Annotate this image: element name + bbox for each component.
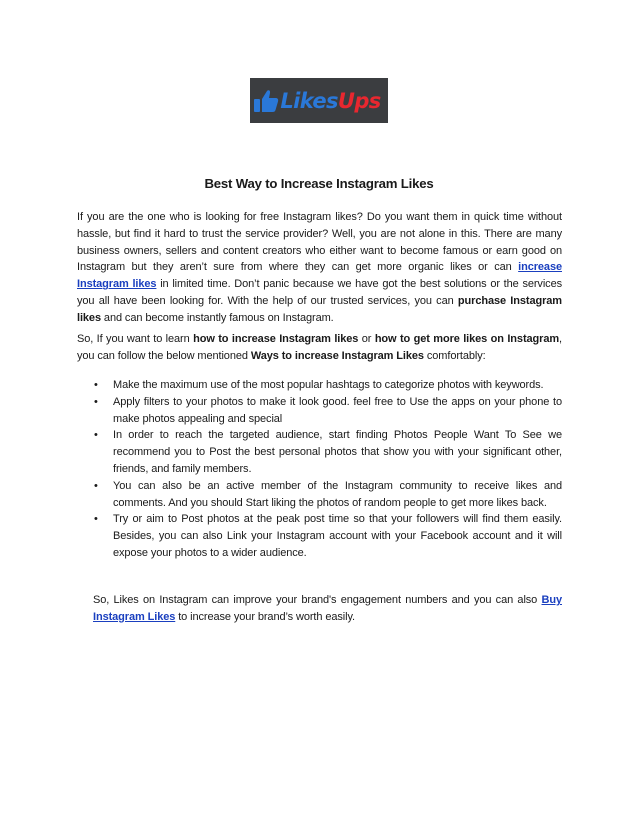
list-item-text: You can also be an active member of the Instagram community to receive likes and comments. And you should Start liking the photos of random people to get more likes back. [113,479,562,509]
thumbs-up-icon [253,88,279,114]
list-item-text: Apply filters to your photos to make it look good. feel free to Use the apps on your phone to make photos appealing and special [113,395,562,425]
second-bold-2: how to get more likes on Instagram [374,333,560,345]
tips-bullet-list [93,377,562,562]
list-item-text: Make the maximum use of the most popular hashtags to categorize photos with keywords. [113,379,544,391]
buy-instagram-likes-link[interactable]: Buy Instagram Likes [93,594,562,623]
second-text-2: or [358,333,375,345]
list-item [93,511,562,561]
closing-text-1: So, Likes on Instagram can improve your brand's engagement numbers and you can also [93,594,542,606]
bullet-icon: • [94,513,98,526]
second-bold-1: how to increase Instagram likes [193,333,359,345]
logo-wordmark [280,89,380,113]
intro-paragraph-block [77,209,562,327]
list-item [93,427,562,477]
list-item-text: Try or aim to Post photos at the peak post time so that your followers will find them easily. Besides, you can also Link your Instagram account with your Facebook account and it will expose your photos to a wider audience. [113,513,562,559]
increase-instagram-likes-link[interactable]: increase Instagram likes [77,261,562,291]
intro-text-3: and can become instantly famous on Instagram. [100,311,334,324]
second-paragraph [77,331,562,365]
logo-word-likes: Likes [280,88,338,113]
bullet-icon: • [94,379,98,391]
intro-text-1: If you are the one who is looking for free Instagram likes? Do you want them in quick time without hassle, but find it hard to trust the service provider? Well, you are not alone in this. There are many business owners, sellers and content creators who either want to become famous or earn good on Instagram but they aren’t sure from where they can get more organic likes or can [77,211,562,274]
bullet-icon: • [94,395,98,408]
bullet-icon: • [94,429,98,442]
closing-paragraph [93,592,562,626]
closing-text-2: to increase your brand’s worth easily. [175,610,355,623]
bullet-icon: • [94,479,98,492]
second-text-3: , you can follow the below mentioned [77,333,562,362]
logo-word-ups: Ups [337,88,381,113]
document-title: Best Way to Increase Instagram Likes [204,176,434,191]
list-item [93,394,562,428]
intro-paragraph [77,209,562,327]
second-paragraph-block [77,331,562,365]
second-text-4: comfortably: [423,349,486,362]
list-item [93,377,562,394]
second-text-1: So, If you want to learn [77,333,194,345]
list-item [93,478,562,512]
second-bold-3: Ways to increase Instagram Likes [250,349,424,362]
likesups-logo [250,78,388,123]
closing-paragraph-block [93,592,562,626]
purchase-instagram-likes-bold: purchase Instagram likes [77,294,562,324]
list-item-text: In order to reach the targeted audience, start finding Photos People Want To See we recommend you to Post the best personal photos that show you with your significant other, friends, and family members. [113,429,562,475]
intro-text-2: in limited time. Don’t panic because we have got the best solutions or the services you all have been looking for. With the help of our trusted services, you can [77,278,562,307]
